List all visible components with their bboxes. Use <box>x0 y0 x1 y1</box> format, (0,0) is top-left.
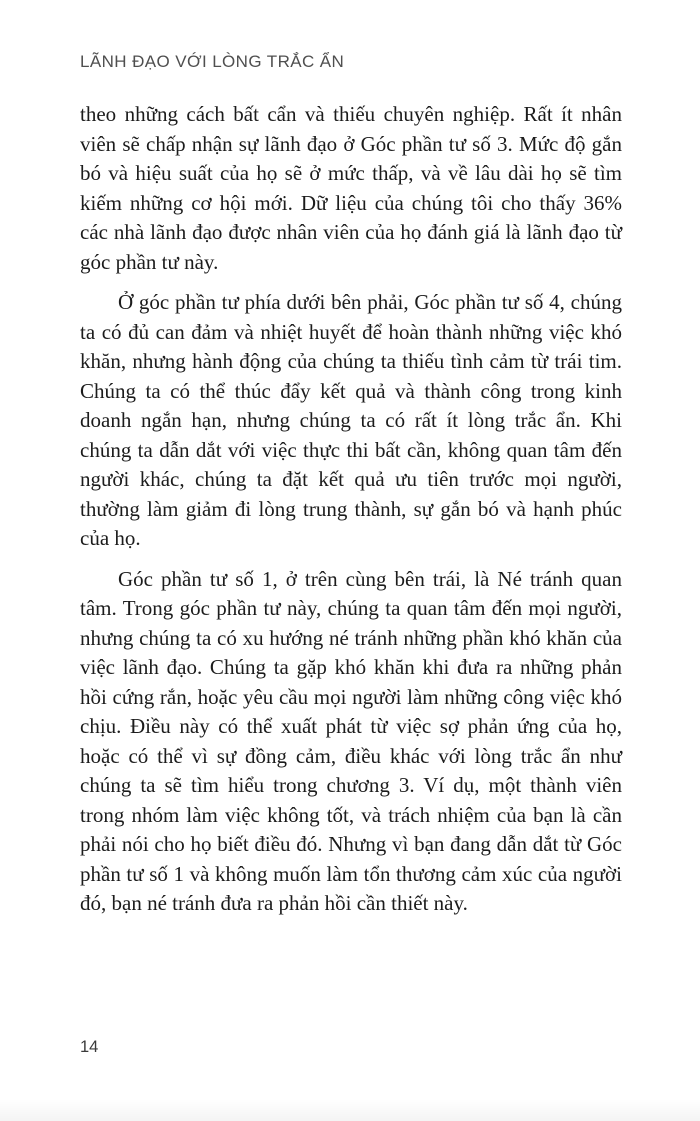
page-body <box>80 100 622 930</box>
paragraph-2: Ở góc phần tư phía dưới bên phải, Góc phần tư số 4, chúng ta có đủ can đảm và nhiệt huyết để hoàn thành những việc khó khăn, nhưng hành động của chúng ta thiếu tình cảm từ trái tim. Chúng ta có thể thúc đẩy kết quả và thành công trong kinh doanh ngắn hạn, nhưng chúng ta có rất ít lòng trắc ẩn. Khi chúng ta dẫn dắt với việc thực thi bất cần, không quan tâm đến người khác, chúng ta đặt kết quả ưu tiên trước mọi người, thường làm giảm đi lòng trung thành, sự gắn bó và hạnh phúc của họ. <box>80 290 622 550</box>
paragraph-3: Góc phần tư số 1, ở trên cùng bên trái, là Né tránh quan tâm. Trong góc phần tư này, chúng ta quan tâm đến mọi người, nhưng chúng ta có xu hướng né tránh những phần khó khăn của việc lãnh đạo. Chúng ta gặp khó khăn khi đưa ra những phản hồi cứng rắn, hoặc yêu cầu mọi người làm những công việc khó chịu. Điều này có thể xuất phát từ việc sợ phản ứng của họ, hoặc có thể vì sự đồng cảm, điều khác với lòng trắc ẩn như chúng ta sẽ tìm hiểu trong chương 3. Ví dụ, một thành viên trong nhóm làm việc không tốt, và trách nhiệm của bạn là cần phải nói cho họ biết điều đó. Nhưng vì bạn đang dẫn dắt từ Góc phần tư số 1 và không muốn làm tổn thương cảm xúc của người đó, bạn né tránh đưa ra phản hồi cần thiết này. <box>80 566 622 915</box>
page-bottom-shade <box>0 1099 700 1121</box>
paragraph-1: theo những cách bất cẩn và thiếu chuyên nghiệp. Rất ít nhân viên sẽ chấp nhận sự lãnh đạo ở Góc phần tư số 3. Mức độ gắn bó và hiệu suất của họ sẽ ở mức thấp, và về lâu dài họ sẽ tìm kiếm những cơ hội mới. Dữ liệu của chúng tôi cho thấy 36% các nhà lãnh đạo được nhân viên của họ đánh giá là lãnh đạo từ góc phần tư này. <box>80 102 622 274</box>
running-header: LÃNH ĐẠO VỚI LÒNG TRẮC ẨN <box>80 52 345 71</box>
page-number: 14 <box>80 1038 99 1056</box>
